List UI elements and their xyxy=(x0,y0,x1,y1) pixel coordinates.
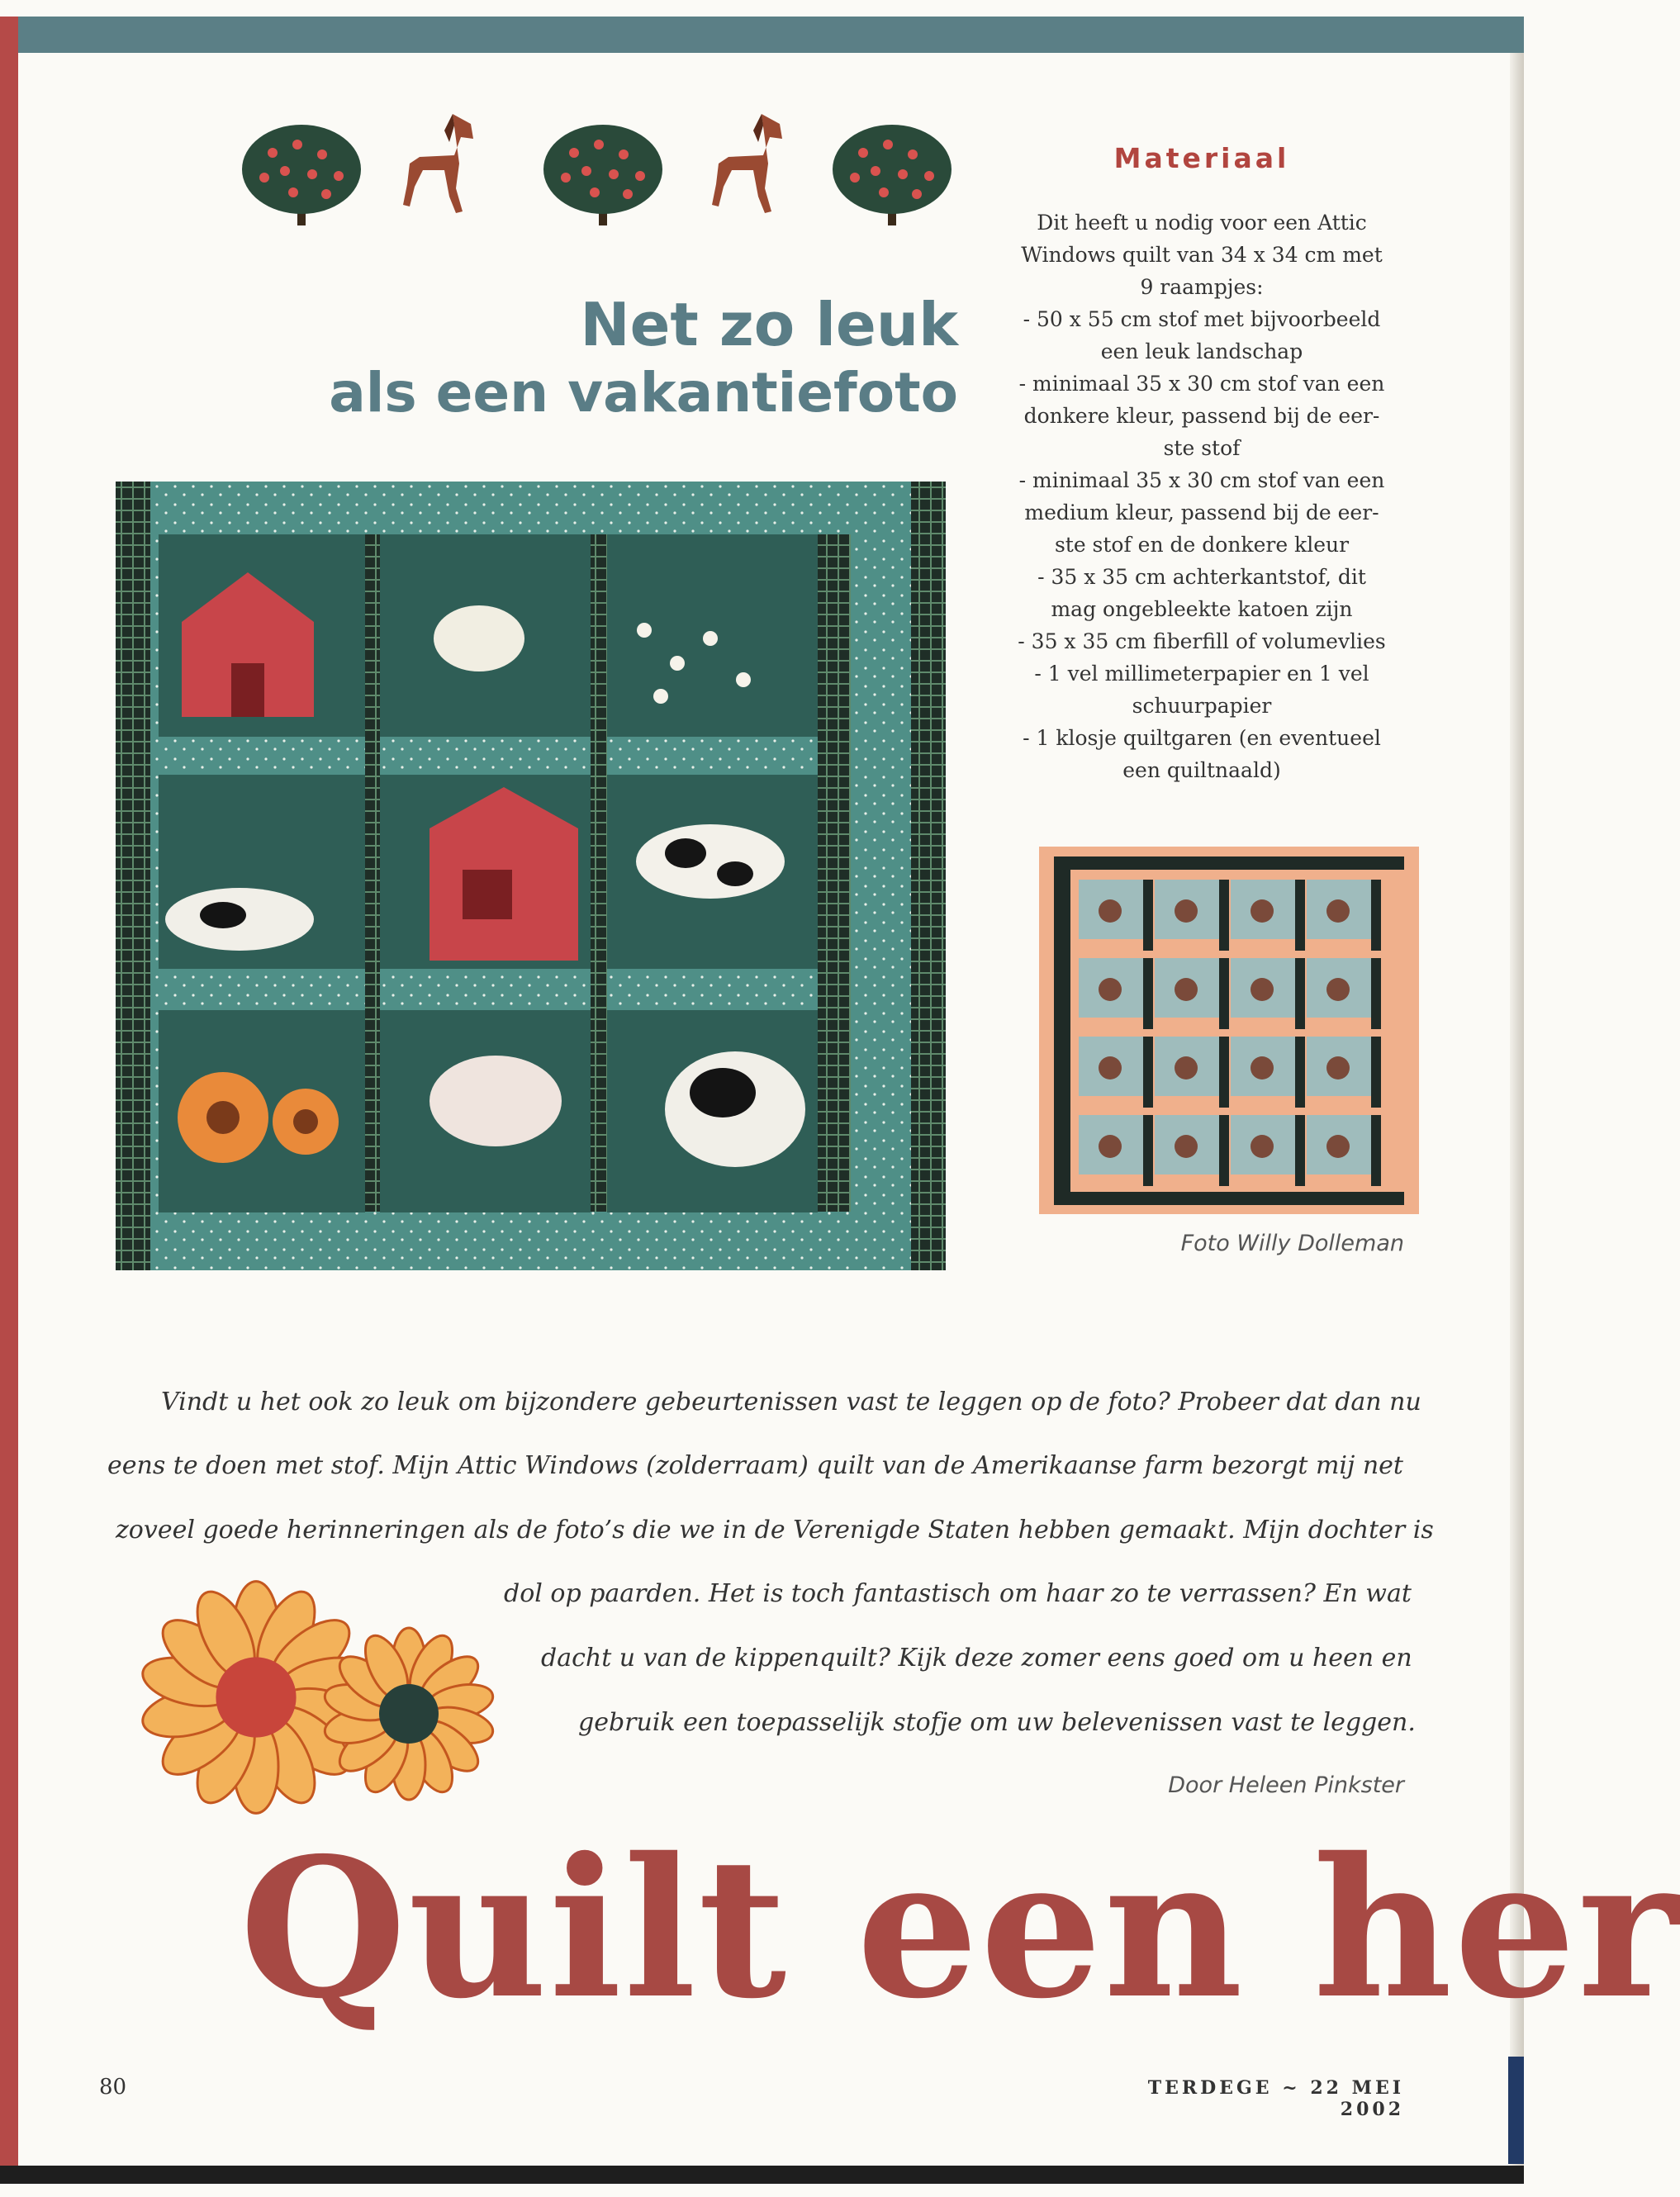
article-headline xyxy=(273,289,958,426)
chicken-quilt-mullion xyxy=(1143,1037,1153,1108)
chicken-quilt-mullion xyxy=(1371,880,1381,951)
bottom-band xyxy=(0,2166,1524,2184)
headline-line-1: Net zo leuk xyxy=(580,290,958,359)
headline-line-2: als een vakantiefoto xyxy=(329,361,958,425)
chicken-quilt-mullion xyxy=(1371,958,1381,1029)
chicken-quilt-mullion xyxy=(1295,958,1305,1029)
materials-line: - 50 x 55 cm stof met bijvoorbeeld xyxy=(1023,307,1381,331)
chicken-quilt-mullion xyxy=(1295,880,1305,951)
chicken-quilt-mullion xyxy=(1295,1037,1305,1108)
materials-line: schuurpapier xyxy=(1132,694,1272,718)
apple-tree-icon xyxy=(240,120,363,227)
chicken-quilt-mullion xyxy=(1371,1115,1381,1186)
chicken-motif xyxy=(1175,899,1198,923)
horse-icon xyxy=(704,106,795,230)
body-text-line: zoveel goede herinneringen als de foto’s die we in de Verenigde Staten hebben gemaakt. Mijn dochter is xyxy=(116,1516,1434,1545)
chicken-motif xyxy=(1326,899,1350,923)
chicken-quilt-photo xyxy=(1039,847,1419,1214)
chicken-quilt-mullion xyxy=(1143,1115,1153,1186)
chicken-quilt-mullion xyxy=(1219,880,1229,951)
chicken-motif xyxy=(1175,1135,1198,1158)
chicken-motif xyxy=(1251,1135,1274,1158)
materials-line: - 35 x 35 cm achterkantstof, dit xyxy=(1037,565,1366,589)
chicken-motif xyxy=(1175,1056,1198,1080)
page-edge-accent xyxy=(1508,2057,1524,2164)
issue-info: TERDEGE ~ 22 MEI 2002 xyxy=(1147,2077,1404,2120)
page-number: 80 xyxy=(99,2075,127,2100)
chicken-motif xyxy=(1099,899,1122,923)
horse-icon xyxy=(395,106,486,230)
apple-tree-icon xyxy=(541,120,665,227)
chicken-motif xyxy=(1099,978,1122,1001)
chicken-motif xyxy=(1251,978,1274,1001)
materials-line: ste stof xyxy=(1163,436,1241,460)
photo-credit: Foto Willy Dolleman xyxy=(1180,1231,1404,1256)
sunflower-center xyxy=(379,1684,439,1744)
chicken-motif xyxy=(1326,1135,1350,1158)
chicken-motif xyxy=(1251,1056,1274,1080)
sunflowers-illustration xyxy=(132,1573,496,1821)
body-text-line: eens te doen met stof. Mijn Attic Windows (zolderraam) quilt van de Amerikaanse farm bezorgt mij net xyxy=(107,1451,1403,1480)
apple-tree-icon xyxy=(830,120,954,227)
series-title: Quilt een her xyxy=(240,1815,1680,2041)
materials-line: medium kleur, passend bij de eer- xyxy=(1024,501,1379,524)
chicken-quilt-mullion xyxy=(1219,1115,1229,1186)
sunflower-center xyxy=(216,1657,296,1737)
chicken-quilt-mullion xyxy=(1143,958,1153,1029)
materials-line: Dit heeft u nodig voor een Attic xyxy=(1037,211,1367,235)
left-color-band xyxy=(0,17,18,2180)
materials-line: - 1 vel millimeterpapier en 1 vel xyxy=(1034,662,1369,686)
body-text-line: dol op paarden. Het is toch fantastisch om haar zo te verrassen? En wat xyxy=(504,1579,1412,1608)
top-color-band xyxy=(0,17,1524,53)
body-text-line: Vindt u het ook zo leuk om bijzondere gebeurtenissen vast te leggen op de foto? Probeer dat dan nu xyxy=(161,1388,1421,1416)
body-text-line: dacht u van de kippenquilt? Kijk deze zomer eens goed om u heen en xyxy=(541,1644,1412,1673)
materials-line: - 1 klosje quiltgaren (en eventueel xyxy=(1023,726,1381,750)
materials-line: Windows quilt van 34 x 34 cm met xyxy=(1021,243,1383,267)
materials-line: - minimaal 35 x 30 cm stof van een xyxy=(1018,372,1385,396)
chicken-quilt-mullion xyxy=(1295,1115,1305,1186)
farm-quilt-photo xyxy=(116,482,946,1270)
materials-line: 9 raampjes: xyxy=(1140,275,1264,299)
chicken-quilt-mullion xyxy=(1143,880,1153,951)
materials-line: ste stof en de donkere kleur xyxy=(1054,533,1350,557)
byline: Door Heleen Pinkster xyxy=(1168,1772,1404,1798)
materials-line: een quiltnaald) xyxy=(1122,758,1281,782)
chicken-quilt-mullion xyxy=(1219,1037,1229,1108)
chicken-motif xyxy=(1099,1135,1122,1158)
chicken-motif xyxy=(1099,1056,1122,1080)
chicken-quilt-mullion xyxy=(1219,958,1229,1029)
chicken-motif xyxy=(1251,899,1274,923)
chicken-motif xyxy=(1175,978,1198,1001)
chicken-motif xyxy=(1326,978,1350,1001)
materials-line: - minimaal 35 x 30 cm stof van een xyxy=(1018,468,1385,492)
materials-title: Materiaal xyxy=(1113,142,1290,174)
materials-list xyxy=(995,206,1408,786)
materials-line: mag ongebleekte katoen zijn xyxy=(1051,597,1353,621)
materials-line: - 35 x 35 cm fiberfill of volumevlies xyxy=(1018,629,1386,653)
body-text-line: gebruik een toepasselijk stofje om uw belevenissen vast te leggen. xyxy=(578,1708,1416,1737)
chicken-quilt-mullion xyxy=(1371,1037,1381,1108)
chicken-motif xyxy=(1326,1056,1350,1080)
materials-line: donkere kleur, passend bij de eer- xyxy=(1023,404,1380,428)
materials-line: een leuk landschap xyxy=(1100,339,1303,363)
